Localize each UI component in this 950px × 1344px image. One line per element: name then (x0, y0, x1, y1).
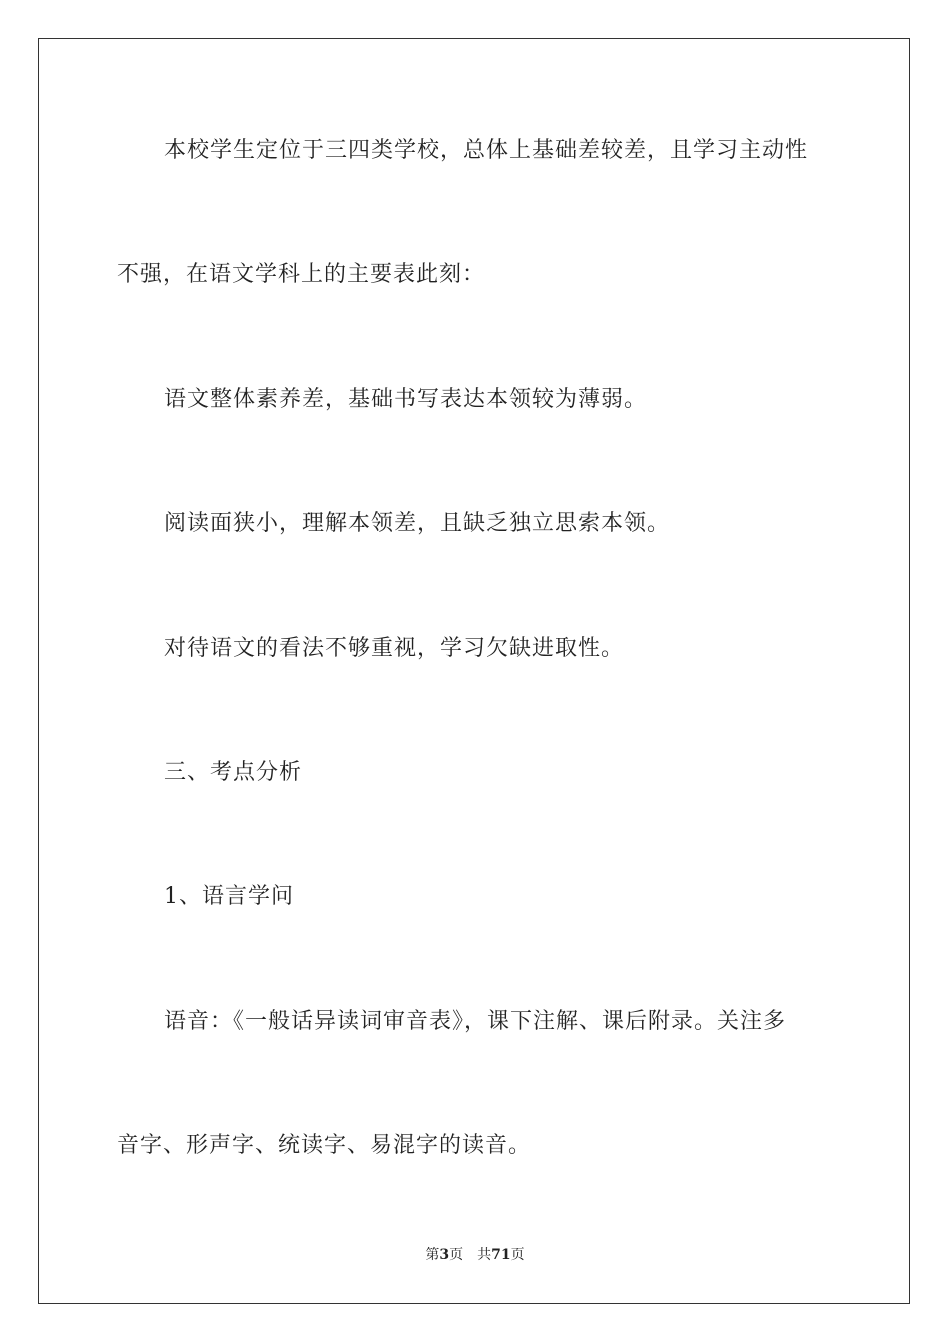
subsection-heading: 1、语言学问 (164, 884, 294, 909)
page-prefix: 第 (425, 1247, 440, 1263)
paragraph-line-1: 本校学生定位于三四类学校，总体上基础差较差，且学习主动性 (164, 138, 809, 163)
paragraph-line-4: 阅读面狭小，理解本领差，且缺乏独立思索本领。 (164, 511, 671, 536)
total-suffix: 页 (510, 1247, 525, 1263)
total-prefix: 共 (477, 1247, 492, 1263)
page-number: 3 (439, 1247, 450, 1263)
paragraph-line-5: 对待语文的看法不够重视，学习欠缺进取性。 (164, 636, 625, 661)
page-border (38, 38, 910, 1304)
paragraph-line-9: 音字、形声字、统读字、易混字的读音。 (117, 1133, 532, 1158)
page-footer (0, 1246, 950, 1264)
total-pages: 71 (491, 1247, 511, 1263)
paragraph-line-2: 不强，在语文学科上的主要表此刻： (117, 262, 486, 287)
paragraph-line-3: 语文整体素养差，基础书写表达本领较为薄弱。 (164, 387, 648, 412)
paragraph-line-8: 语音：《一般话异读词审音表》，课下注解、课后附录。关注多 (164, 1009, 787, 1034)
page-suffix: 页 (449, 1247, 464, 1263)
section-heading: 三、考点分析 (164, 760, 303, 785)
